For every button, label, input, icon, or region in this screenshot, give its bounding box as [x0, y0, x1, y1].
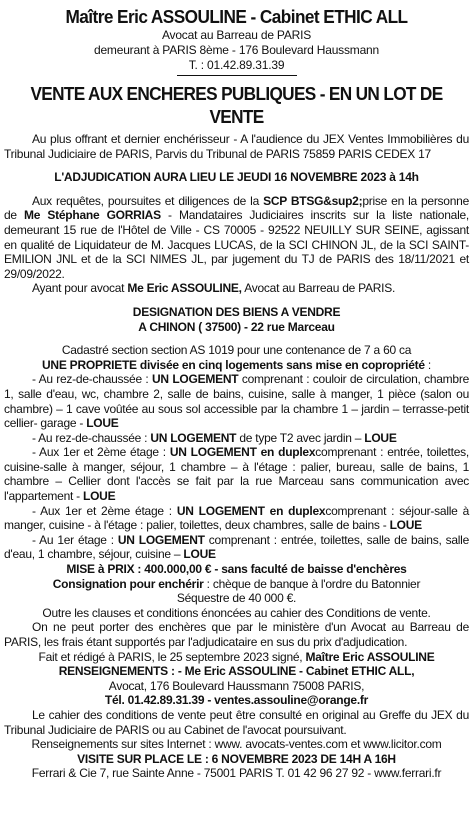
lot-item: - Au rez-de-chaussée : UN LOGEMENT comprenant : couloir de circulation, chambre 1, salle d'eau, wc, chambre 2, salle de bains, cuisine, salle à manger, 1 pièce (salon ou chambre) – 1 cave voûtée au sous sol accessible par la chambre 1 – jardin – terrasse-petit cellier- garage - LOUE [4, 372, 470, 431]
lawyer-bar: Avocat au Barreau de PARIS [161, 28, 312, 42]
lawyer-paragraph: Ayant pour avocat Me Eric ASSOULINE, Avocat au Barreau de PARIS. [32, 281, 396, 296]
clauses: Outre les clauses et conditions énoncées au cahier des Conditions de vente. [42, 605, 431, 620]
liquidator-name: Me Stéphane GORRIAS [24, 208, 161, 223]
scp-name: SCP BTSG&sup2; [263, 193, 363, 208]
sale-intro: Au plus offrant et dernier enchérisseur - A l'audience du JEX Ventes Immobilières du Tribunal Judiciaire de PARIS, Parvis du Tribunal de PARIS 75859 PARIS CEDEX 17 [4, 132, 469, 161]
lot-item: - Aux 1er et 2ème étage : UN LOGEMENT en duplexcomprenant : séjour-salle à manger, cuisine - à l'étage : palier, toilettes, deux chambres, salle de bains - LOUE [4, 503, 469, 533]
bidding-rules: On ne peut porter des enchères que par le ministère d'un Avocat au Barreau de PARIS, les frais étant supportés par l'adjudicataire en sus du prix d'adjudication. [4, 620, 469, 649]
sale-title: VENTE AUX ENCHERES PUBLIQUES - EN UN LOT DE VENTE [30, 83, 443, 127]
visit-date: VISITE SUR PLACE LE : 6 NOVEMBRE 2023 DE 14H A 16H [77, 751, 396, 766]
lot-item: - Aux 1er et 2ème étage : UN LOGEMENT en duplexcomprenant : entrée, toilettes, cuisine-salle à manger, séjour, 1 chambre – à l'étage : palier, bureau, salle de bains, 1 chambre – Cellier dont l'accès se fait par la rue Marceau sans communication avec l'appartement - LOUE [4, 445, 469, 504]
info-contact: RENSEIGNEMENTS : - Me Eric ASSOULINE - Cabinet ETHIC ALL, [58, 664, 415, 679]
info-phone-email: Tél. 01.42.89.31.39 - ventes.assouline@orange.fr [104, 693, 369, 708]
lawyer-name: Me Eric ASSOULINE, [127, 281, 242, 296]
requests-paragraph: Aux requêtes, poursuites et diligences de la SCP BTSG&sup2;prise en la personne de Me Stéphane GORRIAS - Mandataires Judiciaires inscrits sur la liste nationale, demeurant 15 rue de l'Hôtel de Ville - CS 70005 - 92522 NEUILLY SUR SEINE, agissant en qualité de Liquidateur de M. Jacques LUCAS, de la SCI CHINON JL, de la SCI SAINT-EMILION JNL et de la SCI NIMES JL, par jugement du TJ de PARIS des 18/11/2021 et 29/09/2022. [4, 193, 470, 281]
lawyer-firm-title: Maître Eric ASSOULINE - Cabinet ETHIC ALL [65, 6, 408, 27]
cahier-consultation: Le cahier des conditions de vente peut être consulté en original au Greffe du JEX du Tribunal Judiciaire de PARIS ou au Cabinet de l'avocat poursuivant. [4, 707, 469, 737]
lawyer-phone: T. : 01.42.89.31.39 [188, 58, 285, 72]
lot-item: - Au 1er étage : UN LOGEMENT comprenant : entrée, toilettes, salle de bains, salle d'eau, 1 chambre, séjour, cuisine – LOUE [4, 532, 470, 562]
adjudication-date: L'ADJUDICATION AURA LIEU LE JEUDI 16 NOVEMBRE 2023 à 14h [54, 170, 419, 185]
sequestre: Séquestre de 40 000 €. [176, 591, 297, 606]
info-email[interactable]: ventes.assouline@orange.fr [214, 693, 369, 708]
publisher-footer: Ferrari & Cie 7, rue Sainte Anne - 75001 PARIS T. 01 42 96 27 92 - www.ferrari.fr [31, 766, 442, 781]
property-description: UNE PROPRIETE divisée en cinq logements sans mise en copropriété : [42, 357, 431, 372]
info-phone: Tél. 01.42.89.31.39 [104, 693, 205, 708]
starting-price: MISE à PRIX : 400.000,00 € - sans faculté de baisse d'enchères [66, 562, 407, 577]
cadastre: Cadastré section section AS 1019 pour une contenance de 7 a 60 ca [61, 343, 412, 358]
websites: Renseignements sur sites Internet : www. avocats-ventes.com et www.licitor.com [31, 737, 442, 752]
consignation: Consignation pour enchérir : chèque de banque à l'ordre du Batonnier [52, 576, 421, 591]
lot-item: - Au rez-de-chaussée : UN LOGEMENT de type T2 avec jardin – LOUE [32, 430, 397, 445]
lawyer-address: demeurant à PARIS 8ème - 176 Boulevard Haussmann [93, 43, 379, 57]
designation-location: A CHINON ( 37500) - 22 rue Marceau [138, 319, 335, 334]
designation-title: DESIGNATION DES BIENS A VENDRE [132, 304, 341, 319]
info-address: Avocat, 176 Boulevard Haussmann 75008 PARIS, [108, 678, 365, 693]
header-divider [177, 75, 297, 76]
signature-line: Fait et rédigé à PARIS, le 25 septembre 2023 signé, Maître Eric ASSOULINE [38, 649, 435, 664]
